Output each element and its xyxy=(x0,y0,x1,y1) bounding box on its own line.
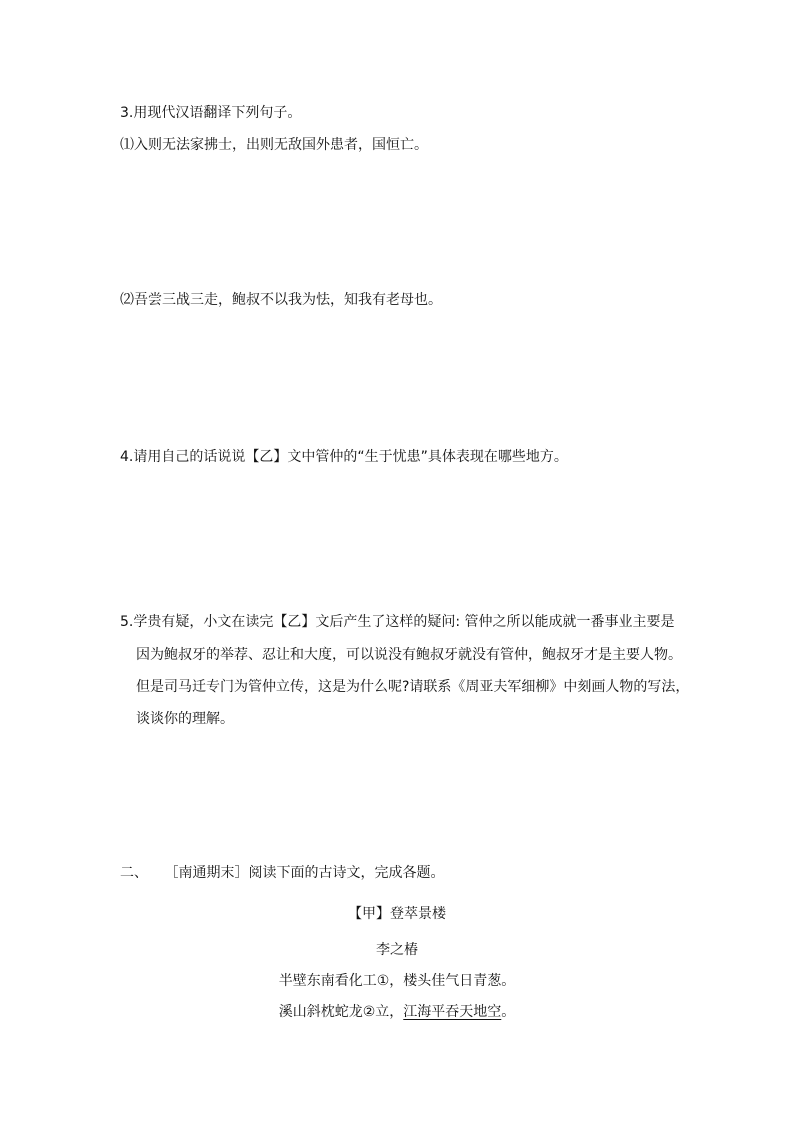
question-5-line-3: 但是司马迁专门为管仲立传，这是为什么呢?请联系《周亚夫军细柳》中刻画人物的写法， xyxy=(136,679,690,695)
section-number: 二、 xyxy=(120,865,148,881)
question-3-item-2: ⑵吾尝三战三走，鲍叔不以我为怯，知我有老母也。 xyxy=(120,292,442,308)
poem-line-2-end: 。 xyxy=(501,1004,516,1020)
section-instruction: ［南通期末］阅读下面的古诗文，完成各题。 xyxy=(164,865,445,881)
section-2-heading xyxy=(120,863,444,883)
poem-line-2-underlined: 江海平吞天地空 xyxy=(403,1004,502,1020)
question-5-line-1: 5.学贵有疑，小文在读完【乙】文后产生了这样的疑问: 管仲之所以能成就一番事业主要是 xyxy=(120,614,675,630)
poem-line-2-part-1: 溪山斜枕蛇龙②立， xyxy=(278,1004,404,1020)
question-5-line-2: 因为鲍叔牙的举荐、忍让和大度，可以说没有鲍叔牙就没有管仲，鲍叔牙才是主要人物。 xyxy=(136,647,682,663)
question-4-stem: 4.请用自己的话说说【乙】文中管仲的“生于忧患”具体表现在哪些地方。 xyxy=(120,449,568,465)
question-5-line-4: 谈谈你的理解。 xyxy=(136,711,234,727)
question-3-stem: 3.用现代汉语翻译下列句子。 xyxy=(120,105,302,121)
poem-line-2 xyxy=(0,1002,794,1022)
poem-author: 李之椿 xyxy=(376,942,418,958)
poem-line-1: 半壁东南看化工①，楼头佳气日青葱。 xyxy=(278,973,516,989)
poem-title: 【甲】登萃景楼 xyxy=(348,906,446,922)
question-3-item-1: ⑴入则无法家拂士，出则无敌国外患者，国恒亡。 xyxy=(120,137,428,153)
